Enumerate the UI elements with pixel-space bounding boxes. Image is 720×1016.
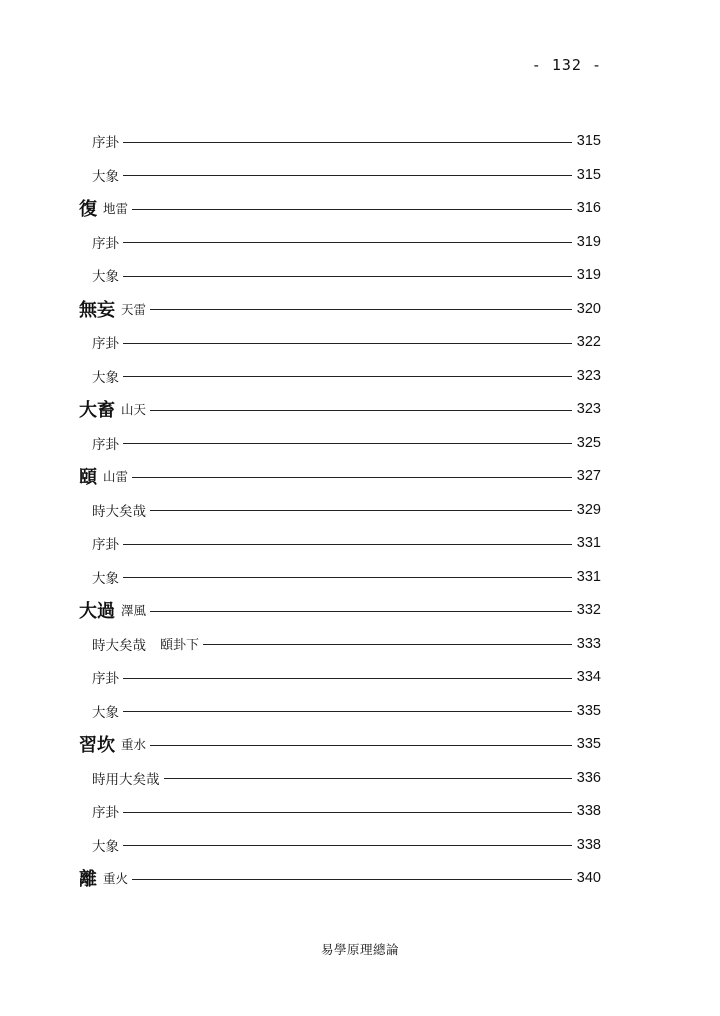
toc-entry-page: 338 bbox=[576, 836, 601, 853]
toc-entry-hexagram bbox=[79, 395, 601, 423]
toc-entry-trigram-note: 地雷 bbox=[103, 201, 129, 216]
toc-entry-title: 時大矣哉 bbox=[92, 503, 146, 520]
toc-entry-trigram-note: 重火 bbox=[103, 871, 129, 886]
toc-leader-line bbox=[123, 845, 572, 846]
toc-entry-subsection bbox=[79, 161, 601, 189]
toc-leader-line bbox=[150, 611, 572, 612]
toc-entry-title: 大過 bbox=[79, 601, 115, 622]
toc-entry-title: 序卦 bbox=[92, 805, 119, 821]
toc-entry-trigram-note: 山雷 bbox=[103, 469, 129, 484]
toc-leader-line bbox=[123, 242, 572, 243]
toc-leader-line bbox=[132, 879, 572, 880]
toc-entry-page: 335 bbox=[576, 736, 601, 752]
toc-entry-page: 315 bbox=[576, 133, 601, 149]
toc-entry-page: 336 bbox=[576, 769, 601, 786]
toc-leader-line bbox=[132, 209, 572, 210]
toc-leader-line bbox=[123, 376, 572, 377]
toc-entry-page: 333 bbox=[576, 635, 601, 652]
toc-entry-title: 離 bbox=[79, 869, 97, 890]
toc-leader-line bbox=[132, 477, 572, 478]
toc-entry-hexagram bbox=[79, 730, 601, 758]
toc-entry-subsection bbox=[79, 228, 601, 256]
toc-entry-subsection bbox=[79, 328, 601, 356]
toc-leader-line bbox=[123, 443, 572, 444]
toc-leader-line bbox=[123, 812, 572, 813]
toc-leader-line bbox=[150, 309, 572, 310]
toc-entry-page: 325 bbox=[576, 434, 601, 451]
toc-entry-title: 序卦 bbox=[92, 671, 119, 687]
toc-entry-annotation: 頤卦下 bbox=[160, 638, 200, 653]
table-of-contents bbox=[79, 0, 601, 1016]
toc-entry-subsection bbox=[79, 764, 601, 792]
toc-entry-subsection bbox=[79, 261, 601, 289]
toc-entry-page: 323 bbox=[576, 401, 601, 417]
toc-entry-page: 319 bbox=[576, 233, 601, 250]
toc-entry-subsection bbox=[79, 563, 601, 591]
toc-entry-title: 序卦 bbox=[92, 537, 119, 553]
toc-leader-line bbox=[123, 577, 572, 578]
toc-entry-subsection bbox=[79, 496, 601, 524]
toc-entry-title: 時大矣哉 bbox=[92, 637, 146, 654]
toc-entry-page: 331 bbox=[576, 568, 601, 585]
toc-entry-trigram-note: 重水 bbox=[121, 737, 147, 752]
toc-leader-line bbox=[123, 175, 572, 176]
toc-entry-subsection bbox=[79, 630, 601, 658]
toc-entry-page: 320 bbox=[576, 300, 601, 317]
toc-entry-title: 大象 bbox=[92, 168, 119, 185]
toc-entry-page: 322 bbox=[576, 334, 601, 350]
toc-entry-subsection bbox=[79, 663, 601, 691]
toc-leader-line bbox=[150, 410, 572, 411]
toc-entry-hexagram bbox=[79, 194, 601, 222]
toc-leader-line bbox=[150, 745, 572, 746]
toc-entry-page: 316 bbox=[576, 200, 601, 216]
toc-entry-page: 340 bbox=[576, 870, 601, 886]
toc-entry-hexagram bbox=[79, 596, 601, 624]
toc-leader-line bbox=[123, 711, 572, 712]
toc-entry-title: 序卦 bbox=[92, 436, 119, 453]
toc-entry-subsection bbox=[79, 831, 601, 859]
toc-leader-line bbox=[123, 343, 572, 344]
toc-entry-title: 復 bbox=[79, 199, 97, 220]
toc-entry-page: 319 bbox=[576, 267, 601, 283]
page-number: - 132 - bbox=[531, 56, 602, 74]
toc-entry-page: 338 bbox=[576, 803, 601, 819]
toc-leader-line bbox=[123, 678, 572, 679]
toc-entry-title: 序卦 bbox=[92, 135, 119, 151]
toc-leader-line bbox=[203, 644, 572, 645]
toc-entry-title: 大象 bbox=[92, 269, 119, 285]
toc-entry-subsection bbox=[79, 362, 601, 390]
toc-leader-line bbox=[164, 778, 573, 779]
toc-entry-title: 序卦 bbox=[92, 336, 119, 352]
toc-entry-page: 335 bbox=[576, 702, 601, 719]
toc-entry-subsection bbox=[79, 429, 601, 457]
toc-entry-page: 327 bbox=[576, 468, 601, 484]
toc-entry-hexagram bbox=[79, 864, 601, 892]
toc-entry-subsection bbox=[79, 697, 601, 725]
footer-book-title: 易學原理總論 bbox=[320, 942, 399, 957]
toc-entry-subsection bbox=[79, 529, 601, 557]
toc-entry-trigram-note: 澤風 bbox=[121, 603, 147, 618]
toc-leader-line bbox=[123, 544, 572, 545]
toc-entry-page: 323 bbox=[576, 367, 601, 384]
toc-entry-trigram-note: 天雷 bbox=[121, 301, 147, 317]
toc-entry-title: 頤 bbox=[79, 467, 97, 488]
toc-entry-page: 329 bbox=[576, 501, 601, 518]
toc-entry-title: 大象 bbox=[92, 369, 119, 386]
toc-entry-title: 時用大矣哉 bbox=[92, 771, 160, 788]
toc-leader-line bbox=[123, 276, 572, 277]
toc-leader-line bbox=[123, 142, 572, 143]
toc-entry-page: 331 bbox=[576, 535, 601, 551]
toc-entry-hexagram bbox=[79, 295, 601, 323]
toc-entry-trigram-note: 山天 bbox=[121, 402, 147, 417]
toc-entry-title: 大象 bbox=[92, 838, 119, 855]
toc-entry-title: 序卦 bbox=[92, 235, 119, 252]
toc-entry-title: 大象 bbox=[92, 704, 119, 721]
toc-leader-line bbox=[150, 510, 572, 511]
toc-entry-subsection bbox=[79, 797, 601, 825]
toc-entry-subsection bbox=[79, 127, 601, 155]
toc-entry-hexagram bbox=[79, 462, 601, 490]
toc-entry-page: 332 bbox=[576, 602, 601, 618]
toc-entry-title: 大象 bbox=[92, 570, 119, 587]
toc-entry-title: 大畜 bbox=[79, 400, 115, 421]
toc-entry-page: 315 bbox=[576, 166, 601, 183]
toc-entry-title: 習坎 bbox=[79, 735, 115, 756]
toc-entry-title: 無妄 bbox=[79, 299, 115, 321]
toc-entry-page: 334 bbox=[576, 669, 601, 685]
